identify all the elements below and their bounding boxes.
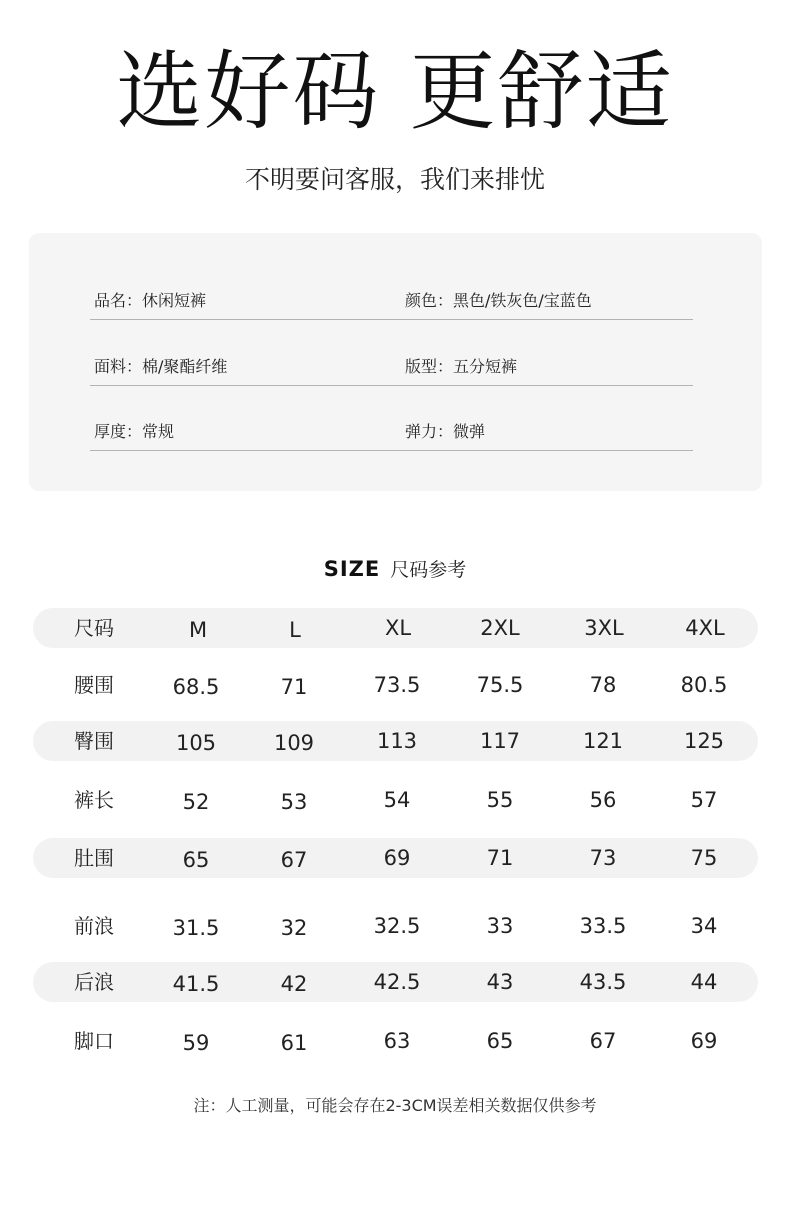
table-row — [33, 838, 758, 878]
table-header-cell: 2XL — [480, 616, 520, 640]
table-cell: 33 — [486, 914, 514, 938]
table-row-label: 臀围 — [74, 729, 114, 753]
table-row-label: 脚口 — [74, 1029, 114, 1053]
table-cell: 65 — [182, 848, 210, 872]
table-cell: 125 — [683, 729, 725, 753]
table-header-cell: XL — [384, 616, 412, 640]
table-cell: 68.5 — [172, 675, 220, 699]
info-fabric: 面料：棉/聚酯纤维 — [94, 357, 228, 376]
info-fit: 版型：五分短裤 — [405, 357, 518, 376]
table-cell: 105 — [175, 731, 217, 755]
table-cell: 44 — [690, 970, 718, 994]
info-color: 颜色：黑色/铁灰色/宝蓝色 — [405, 291, 592, 310]
table-cell: 53 — [280, 790, 308, 814]
table-cell: 65 — [486, 1029, 514, 1053]
table-cell: 61 — [280, 1031, 308, 1055]
table-cell: 31.5 — [172, 916, 220, 940]
table-cell: 69 — [690, 1029, 718, 1053]
size-heading-en: SIZE — [323, 557, 381, 581]
table-row — [33, 962, 758, 1002]
table-cell: 113 — [376, 729, 418, 753]
table-row-label: 腰围 — [74, 673, 114, 697]
table-cell: 33.5 — [579, 914, 627, 938]
table-row — [33, 721, 758, 761]
table-cell: 67 — [589, 1029, 617, 1053]
table-cell: 56 — [589, 788, 617, 812]
table-row — [33, 665, 758, 705]
table-cell: 43 — [486, 970, 514, 994]
info-product-name: 品名：休闲短裤 — [94, 291, 207, 310]
table-cell: 55 — [486, 788, 514, 812]
table-header-cell: M — [188, 618, 208, 642]
table-cell: 41.5 — [172, 972, 220, 996]
table-header-cell: L — [289, 618, 301, 642]
size-heading-zh: 尺码参考 — [390, 559, 467, 581]
table-cell: 63 — [383, 1029, 411, 1053]
table-cell: 59 — [182, 1031, 210, 1055]
table-cell: 67 — [280, 848, 308, 872]
table-cell: 42 — [280, 972, 308, 996]
table-cell: 73.5 — [373, 673, 421, 697]
table-header-cell: 4XL — [685, 616, 725, 640]
table-cell: 80.5 — [680, 673, 728, 697]
table-cell: 117 — [479, 729, 521, 753]
table-cell: 54 — [383, 788, 411, 812]
info-thickness: 厚度：常规 — [94, 422, 175, 441]
table-cell: 121 — [582, 729, 624, 753]
table-row — [33, 780, 758, 820]
table-cell: 69 — [383, 846, 411, 870]
page-title: 选好码 更舒适 — [116, 42, 674, 142]
table-cell: 57 — [690, 788, 718, 812]
table-cell: 73 — [589, 846, 617, 870]
table-cell: 78 — [589, 673, 617, 697]
table-cell: 34 — [690, 914, 718, 938]
table-cell: 75 — [690, 846, 718, 870]
table-cell: 43.5 — [579, 970, 627, 994]
table-row-label: 肚围 — [74, 846, 114, 870]
table-cell: 109 — [273, 731, 315, 755]
table-cell: 71 — [280, 675, 308, 699]
table-cell: 32 — [280, 916, 308, 940]
table-header-cell: 尺码 — [74, 616, 114, 640]
table-cell: 32.5 — [373, 914, 421, 938]
measurement-footnote: 注：人工测量，可能会存在2-3CM误差相关数据仅供参考 — [193, 1096, 597, 1115]
table-cell: 52 — [182, 790, 210, 814]
table-cell: 42.5 — [373, 970, 421, 994]
table-cell: 71 — [486, 846, 514, 870]
table-row-label: 前浪 — [74, 914, 114, 938]
table-header-cell: 3XL — [584, 616, 624, 640]
table-row-label: 裤长 — [74, 788, 114, 812]
table-row — [33, 906, 758, 946]
page-subtitle: 不明要问客服，我们来排忧 — [244, 165, 545, 194]
table-row-label: 后浪 — [74, 970, 114, 994]
table-row — [33, 1021, 758, 1061]
info-elasticity: 弹力：微弹 — [405, 422, 486, 441]
table-header-row — [33, 608, 758, 648]
table-cell: 75.5 — [476, 673, 524, 697]
